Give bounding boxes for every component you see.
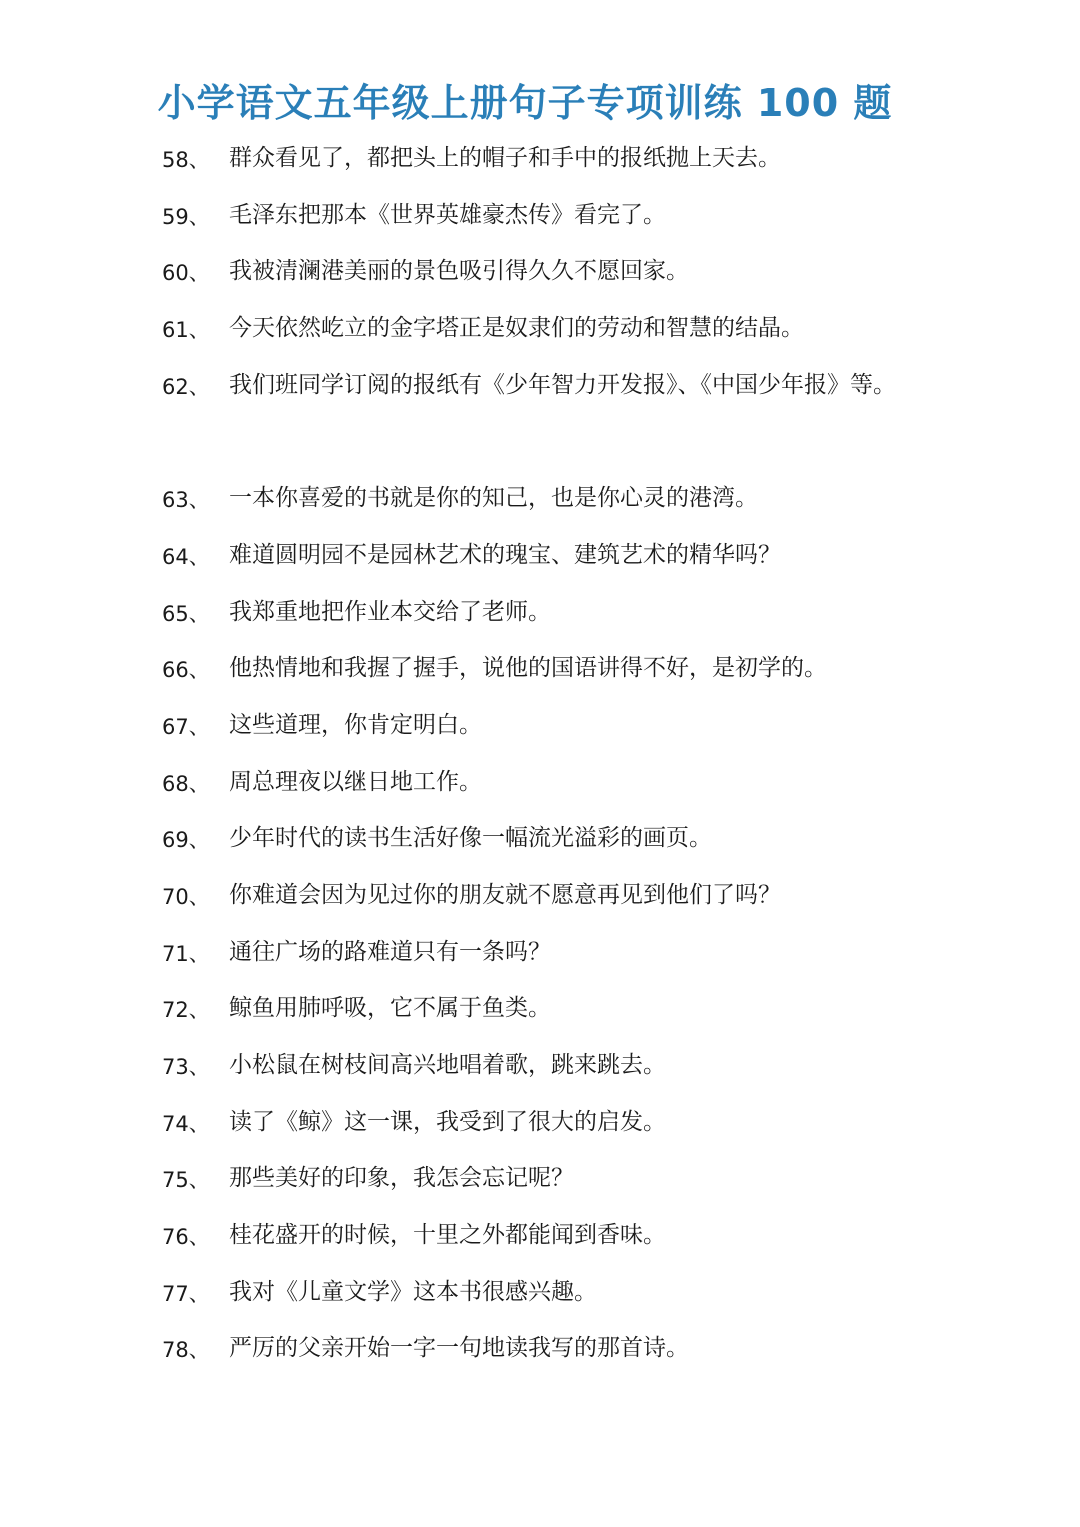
item-text: 群众看见了，都把头上的帽子和手中的报纸抛上天去。 <box>229 145 781 171</box>
item-number: 65、 <box>162 601 210 626</box>
list-item <box>0 586 1080 643</box>
item-text: 难道圆明园不是园林艺术的瑰宝、建筑艺术的精华吗？ <box>229 541 781 568</box>
list-item <box>0 982 1080 1039</box>
list-item <box>0 869 1080 926</box>
list-item <box>0 1152 1080 1209</box>
item-text: 周总理夜以继日地工作。 <box>229 768 482 795</box>
list-item <box>0 132 1080 189</box>
item-number: 60、 <box>162 261 210 286</box>
list-item <box>0 302 1080 359</box>
item-number: 71、 <box>162 941 210 966</box>
item-text: 你难道会因为见过你的朋友就不愿意再见到他们了吗？ <box>229 881 781 908</box>
list-item <box>0 359 1080 472</box>
item-number: 72、 <box>162 998 210 1023</box>
item-number: 73、 <box>162 1055 210 1080</box>
list-item <box>0 756 1080 813</box>
item-text: 今天依然屹立的金字塔正是奴隶们的劳动和智慧的结晶。 <box>229 315 804 342</box>
list-item <box>0 529 1080 586</box>
item-number: 63、 <box>162 488 210 513</box>
item-text: 小松鼠在树枝间高兴地唱着歌，跳来跳去。 <box>229 1052 666 1079</box>
item-text: 通往广场的路难道只有一条吗？ <box>229 938 551 965</box>
page-title: 小学语文五年级上册句子专项训练 100 题 <box>157 81 893 125</box>
item-number: 61、 <box>162 318 210 343</box>
item-number: 76、 <box>162 1225 210 1250</box>
item-text: 我郑重地把作业本交给了老师。 <box>229 598 551 625</box>
list-item <box>0 812 1080 869</box>
item-number: 64、 <box>162 544 210 569</box>
item-number: 78、 <box>162 1338 210 1363</box>
item-text: 我们班同学订阅的报纸有《少年智力开发报》、《中国少年报》等。 <box>229 371 896 398</box>
list-item <box>0 1096 1080 1153</box>
list-item <box>0 472 1080 529</box>
item-number: 66、 <box>162 658 210 683</box>
item-text: 一本你喜爱的书就是你的知己，也是你心灵的港湾。 <box>229 485 758 512</box>
item-number: 67、 <box>162 714 210 739</box>
item-number: 68、 <box>162 771 210 796</box>
item-text: 读了《鲸》这一课，我受到了很大的启发。 <box>229 1108 666 1135</box>
item-text: 严厉的父亲开始一字一句地读我写的那首诗。 <box>229 1335 689 1362</box>
item-number: 74、 <box>162 1111 210 1136</box>
list-item <box>0 1322 1080 1379</box>
list-item <box>0 926 1080 983</box>
list-item <box>0 642 1080 699</box>
list-item <box>0 245 1080 302</box>
sentence-list <box>0 132 1080 1379</box>
list-item <box>0 699 1080 756</box>
list-item <box>0 1209 1080 1266</box>
item-text: 这些道理，你肯定明白。 <box>229 711 482 738</box>
item-text: 少年时代的读书生活好像一幅流光溢彩的画页。 <box>229 825 712 852</box>
item-number: 77、 <box>162 1281 210 1306</box>
list-item <box>0 1039 1080 1096</box>
item-text: 我对《儿童文学》这本书很感兴趣。 <box>229 1278 597 1305</box>
item-number: 62、 <box>162 374 210 399</box>
list-item <box>0 189 1080 246</box>
item-text: 桂花盛开的时候，十里之外都能闻到香味。 <box>229 1222 666 1249</box>
item-number: 69、 <box>162 828 210 853</box>
item-number: 70、 <box>162 884 210 909</box>
item-number: 58、 <box>162 148 210 172</box>
list-item <box>0 1266 1080 1323</box>
item-number: 59、 <box>162 204 210 229</box>
item-text: 他热情地和我握了握手，说他的国语讲得不好，是初学的。 <box>229 655 827 682</box>
item-text: 我被清澜港美丽的景色吸引得久久不愿回家。 <box>229 258 689 285</box>
item-text: 毛泽东把那本《世界英雄豪杰传》看完了。 <box>229 201 666 228</box>
item-text: 鲸鱼用肺呼吸，它不属于鱼类。 <box>229 995 551 1022</box>
item-text: 那些美好的印象，我怎会忘记呢？ <box>229 1165 574 1192</box>
item-number: 75、 <box>162 1168 210 1193</box>
